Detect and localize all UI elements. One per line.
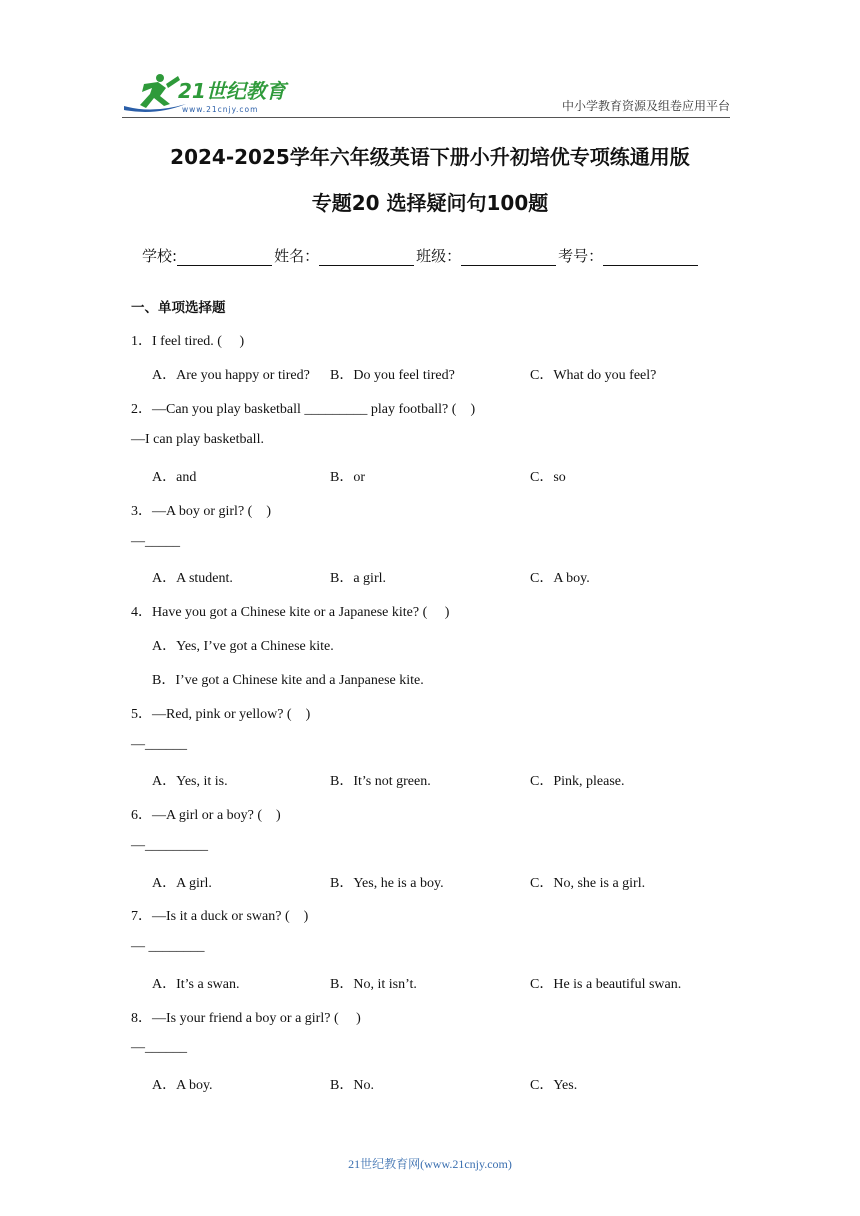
option-b: B．No. [330, 1078, 374, 1093]
header-divider [122, 117, 730, 118]
page-subtitle: 专题20 选择疑问句100题 [311, 191, 549, 215]
name-field [274, 245, 416, 266]
option-b: B．or [330, 470, 365, 485]
option-a: A．and [152, 470, 197, 485]
option-b: B．Do you feel tired? [330, 368, 455, 383]
option-c: C．He is a beautiful swan. [530, 977, 682, 992]
runner-logo-icon [122, 70, 292, 116]
school-blank [177, 249, 272, 266]
logo [122, 70, 292, 116]
answer-line: —______ [131, 737, 187, 752]
answer-line: —_____ [131, 534, 180, 549]
section-heading: 一、单项选择题 [131, 300, 226, 316]
logo-text: 21世纪教育 [178, 79, 286, 103]
option-b: B．No, it isn’t. [330, 977, 417, 992]
question-stem: 6．—A girl or a boy? ( ) [131, 808, 281, 823]
question-stem: 5．—Red, pink or yellow? ( ) [131, 707, 311, 722]
option-a: A．Yes, it is. [152, 774, 228, 789]
answer-line: —_________ [131, 838, 208, 853]
school-label: 学校: [142, 247, 178, 265]
logo-url: www.21cnjy.com [182, 105, 259, 114]
option-a: A．It’s a swan. [152, 977, 240, 992]
class-label: 班级： [416, 247, 462, 265]
option-c: C．so [530, 470, 566, 485]
option-b: B．It’s not green. [330, 774, 431, 789]
option-c: C．What do you feel? [530, 368, 657, 383]
option-a: A．A boy. [152, 1078, 213, 1093]
option-b: B．a girl. [330, 571, 386, 586]
option-b: B．Yes, he is a boy. [330, 876, 444, 891]
option-b: B．I’ve got a Chinese kite and a Janpanese kite. [152, 673, 424, 688]
option-a: A．Are you happy or tired? [152, 368, 310, 383]
school-field [142, 245, 274, 266]
question-stem: 7．—Is it a duck or swan? ( ) [131, 909, 309, 924]
exam-no-blank [603, 249, 698, 266]
option-a: A．A student. [152, 571, 233, 586]
name-blank [319, 249, 414, 266]
class-field [416, 245, 558, 266]
student-info-line [142, 245, 700, 266]
name-label: 姓名： [274, 247, 320, 265]
class-blank [461, 249, 556, 266]
exam-no-field [558, 245, 700, 266]
option-a: A．A girl. [152, 876, 212, 891]
answer-line: — ________ [131, 939, 205, 954]
answer-line: —I can play basketball. [131, 432, 264, 447]
question-stem: 3．—A boy or girl? ( ) [131, 504, 271, 519]
platform-caption: 中小学教育资源及组卷应用平台 [561, 99, 730, 113]
question-stem: 4．Have you got a Chinese kite or a Japanese kite? ( ) [131, 605, 450, 620]
answer-line: —______ [131, 1040, 187, 1055]
option-a: A．Yes, I’ve got a Chinese kite. [152, 639, 334, 654]
exam-no-label: 考号： [558, 247, 604, 265]
option-c: C．A boy. [530, 571, 590, 586]
question-stem: 8．—Is your friend a boy or a girl? ( ) [131, 1011, 361, 1026]
question-stem: 1．I feel tired. ( ) [131, 334, 245, 349]
question-stem: 2．—Can you play basketball _________ play football? ( ) [131, 402, 476, 417]
option-c: C．No, she is a girl. [530, 876, 646, 891]
page-title: 2024-2025学年六年级英语下册小升初培优专项练通用版 [170, 145, 690, 169]
footer-link[interactable]: 21世纪教育网(www.21cnjy.com) [348, 1157, 512, 1171]
option-c: C．Yes. [530, 1078, 578, 1093]
option-c: C．Pink, please. [530, 774, 625, 789]
